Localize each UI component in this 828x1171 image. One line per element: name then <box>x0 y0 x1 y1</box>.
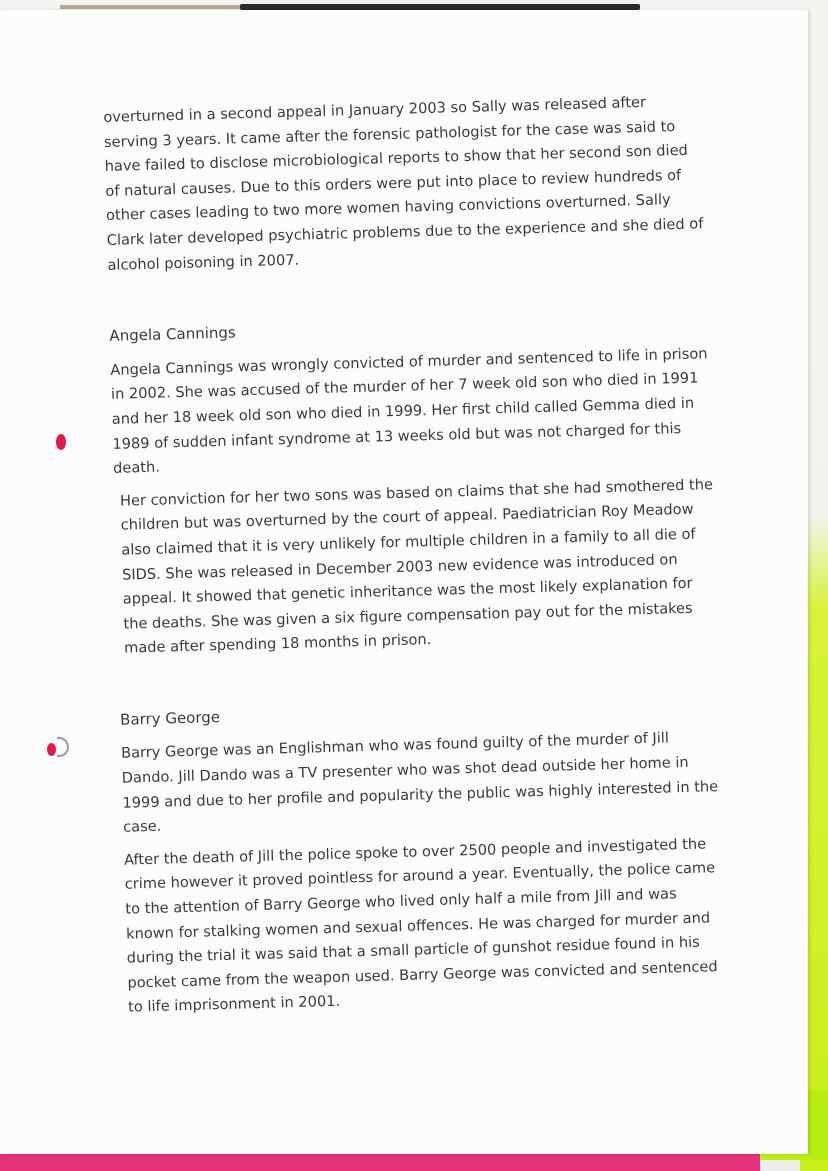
angela-cannings-paragraph-1: Angela Cannings was wrongly convicted of murder and sentenced to life in prison in 2002. She was accused of the murder of her 7 week old son who died in 1991 and her 18 week old son who died in 1999. Her first child called Gemma died in 1989 of sudden infant syndrome at 13 weeks old but was not charged for this death. <box>110 344 708 477</box>
intro-paragraph: overturned in a second appeal in January 2003 so Sally was released after serving 3 years. It came after the forensic pathologist for the case was said to have failed to disclose microbiological reports to show that her second son died of natural causes. Due to this orders were put into place to review hundreds of other cases leading to two more women having convictions overturned. Sally Clark later developed psychiatric problems due to the experience and she died of alcohol poisoning in 2007. <box>103 93 704 274</box>
document-page <box>0 10 808 1154</box>
barry-george-paragraph-2: After the death of Jill the police spoke to over 2500 people and investigated the crime however it proved pointless for around a year. Eventually, the police came to the attention of Barry George who lived only half a mile from Jill and was known for stalking women and sexual offences. He was charged for murder and during the trial it was said that a small particle of gunshot residue found in his pocket came from the weapon used. Barry George was convicted and sentenced to life imprisonment in 2001. <box>123 835 718 1017</box>
margin-dot-icon <box>56 434 66 450</box>
margin-bracket-icon <box>57 737 69 757</box>
top-edge-tan-strip <box>60 5 250 9</box>
barry-george-paragraph-1: Barry George was an Englishman who was found guilty of the murder of Jill Dando. Jill Dando was a TV presenter who was shot dead outside her home in 1999 and due to her profile and popularity the public was highly interested in the case. <box>120 729 719 836</box>
document-body <box>103 89 728 1020</box>
margin-dot-icon <box>47 743 56 756</box>
angela-cannings-paragraph-2: Her conviction for her two sons was based on claims that she had smothered the children but was overturned by the court of appeal. Paediatrician Roy Meadow also claimed that it is very unlikely for multiple children in a family to all die of SIDS. She was released in December 2003 new evidence was introduced on appeal. It showed that genetic inheritance was the most likely explanation for the deaths. She was given a six figure compensation pay out for the mistakes made after spending 18 months in prison. <box>119 475 714 657</box>
section-heading-angela-cannings: Angela Cannings <box>109 323 236 346</box>
section-heading-barry-george: Barry George <box>119 707 221 729</box>
